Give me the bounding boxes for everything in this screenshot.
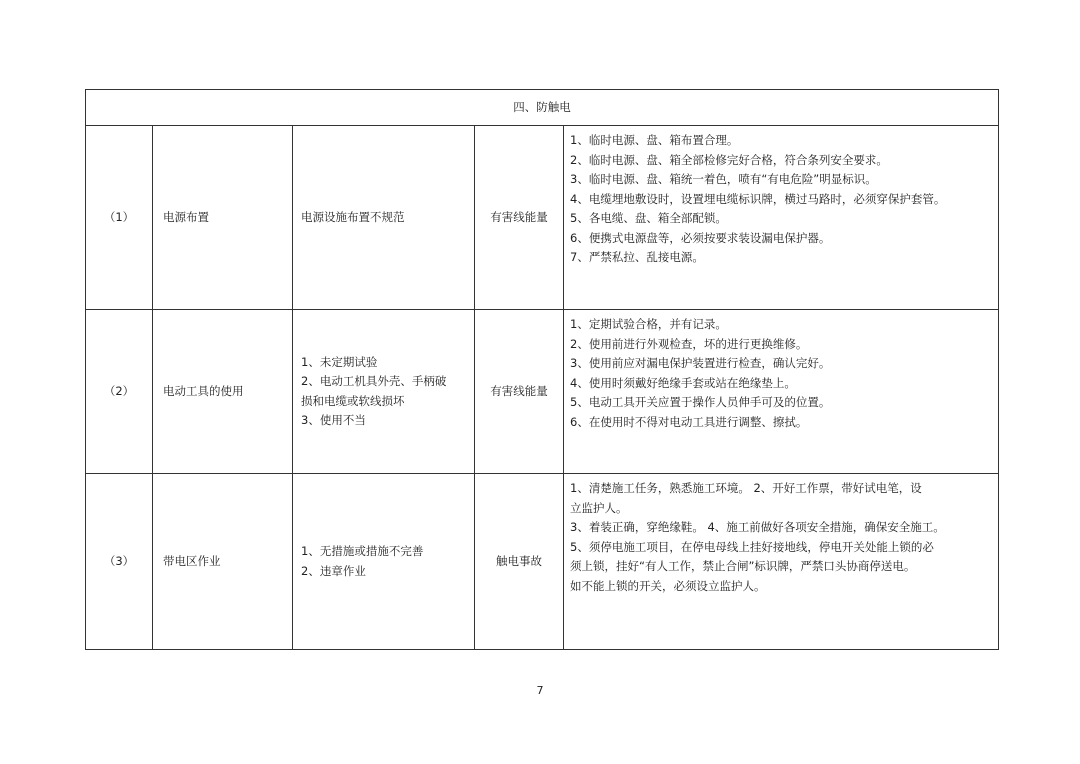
row-number: （2） bbox=[86, 310, 153, 474]
section-header-row bbox=[86, 90, 999, 126]
table-row bbox=[86, 310, 999, 474]
hazard-line: 电源设施布置不规范 bbox=[301, 209, 405, 224]
hazard-line: 损和电缆或软线损坏 bbox=[301, 393, 405, 408]
page-number: 7 bbox=[536, 684, 544, 697]
measure-line: 6、便携式电源盘等，必须按要求装设漏电保护器。 bbox=[570, 230, 831, 245]
measure-line: 2、使用前进行外观检查，坏的进行更换维修。 bbox=[570, 336, 808, 351]
measure-line: 5、各电缆、盘、箱全部配锁。 bbox=[570, 211, 727, 225]
measure-line: 1、临时电源、盘、箱布置合理。 bbox=[570, 133, 739, 147]
measure-line: 须上锁，挂好“有人工作，禁止合闸”标识牌，严禁口头协商停送电。 bbox=[570, 559, 916, 573]
hazard-line: 1、无措施或措施不完善 bbox=[301, 544, 424, 558]
measure-line: 5、须停电施工项目，在停电母线上挂好接地线，停电开关处能上锁的必 bbox=[570, 539, 934, 554]
hazard-table bbox=[85, 89, 999, 650]
table-row bbox=[86, 474, 999, 650]
measure-line: 立监护人。 bbox=[570, 500, 628, 515]
control-measures bbox=[564, 310, 999, 474]
hazard-factor bbox=[293, 474, 475, 650]
measure-line: 5、电动工具开关应置于操作人员伸手可及的位置。 bbox=[570, 395, 831, 409]
row-number: （3） bbox=[86, 474, 153, 650]
measure-line: 3、着装正确，穿绝缘鞋。 4、施工前做好各项安全措施，确保安全施工。 bbox=[570, 520, 945, 534]
hazard-line: 2、违章作业 bbox=[301, 563, 366, 578]
measure-line: 1、定期试验合格，并有记录。 bbox=[570, 317, 727, 331]
measure-line: 4、电缆埋地敷设时，设置埋电缆标识牌，横过马路时，必须穿保护套管。 bbox=[570, 191, 946, 206]
measure-line: 3、临时电源、盘、箱统一着色，喷有“有电危险”明显标识。 bbox=[570, 172, 877, 186]
section-title: 四、防触电 bbox=[86, 90, 999, 126]
table-row bbox=[86, 126, 999, 310]
measure-line: 2、临时电源、盘、箱全部检修完好合格，符合条列安全要求。 bbox=[570, 152, 888, 167]
work-item: 电源布置 bbox=[153, 126, 293, 310]
measure-line: 7、严禁私拉、乱接电源。 bbox=[570, 250, 704, 264]
hazard-factor bbox=[293, 126, 475, 310]
energy-type: 有害线能量 bbox=[475, 126, 564, 310]
measure-line: 6、在使用时不得对电动工具进行调整、擦拭。 bbox=[570, 414, 808, 429]
control-measures bbox=[564, 126, 999, 310]
control-measures bbox=[564, 474, 999, 650]
hazard-line: 1、未定期试验 bbox=[301, 354, 378, 369]
work-item: 带电区作业 bbox=[153, 474, 293, 650]
measure-line: 如不能上锁的开关，必须设立监护人。 bbox=[570, 578, 766, 593]
energy-type: 触电事故 bbox=[475, 474, 564, 650]
hazard-line: 3、使用不当 bbox=[301, 413, 366, 427]
hazard-factor bbox=[293, 310, 475, 474]
measure-line: 1、清楚施工任务，熟悉施工环境。 2、开好工作票，带好试电笔，设 bbox=[570, 481, 922, 495]
measure-line: 4、使用时须戴好绝缘手套或站在绝缘垫上。 bbox=[570, 375, 796, 390]
hazard-line: 2、电动工机具外壳、手柄破 bbox=[301, 374, 447, 388]
work-item: 电动工具的使用 bbox=[153, 310, 293, 474]
row-number: （1） bbox=[86, 126, 153, 310]
measure-line: 3、使用前应对漏电保护装置进行检查，确认完好。 bbox=[570, 356, 831, 370]
energy-type: 有害线能量 bbox=[475, 310, 564, 474]
